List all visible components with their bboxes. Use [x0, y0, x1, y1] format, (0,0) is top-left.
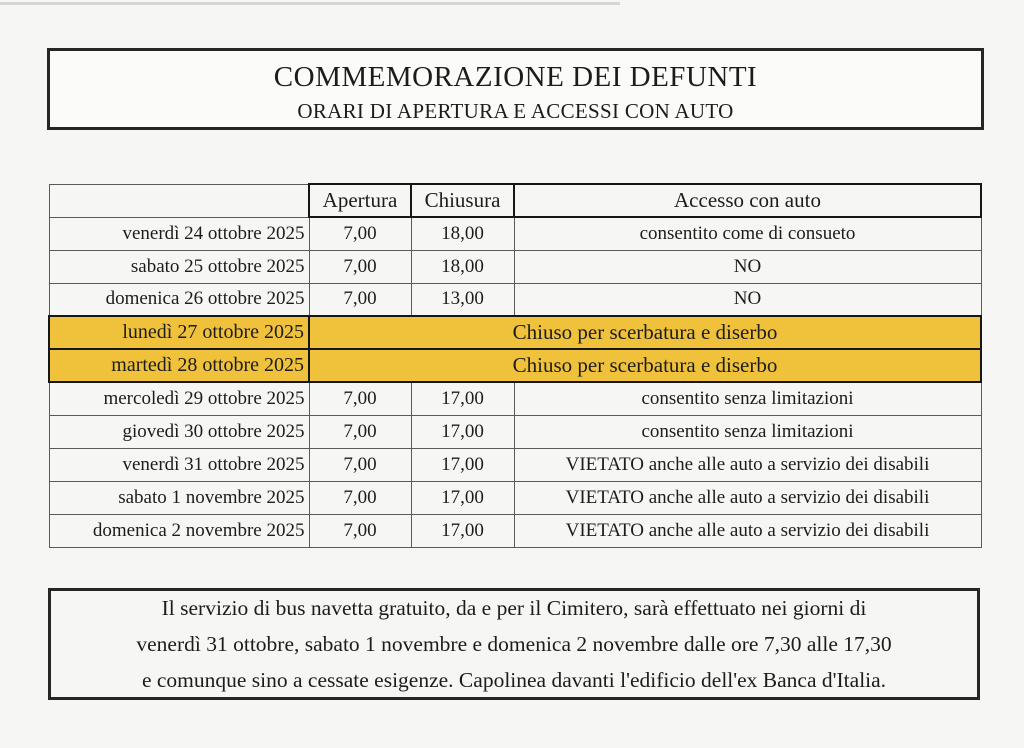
chiusura-cell: 17,00: [411, 481, 514, 514]
apertura-cell: 7,00: [309, 283, 411, 316]
chiusura-cell: 18,00: [411, 217, 514, 250]
date-cell: venerdì 24 ottobre 2025: [49, 217, 309, 250]
table-row: [49, 415, 981, 448]
note-line: venerdì 31 ottobre, sabato 1 novembre e domenica 2 novembre dalle ore 7,30 alle 17,30: [136, 632, 892, 656]
apertura-cell: 7,00: [309, 481, 411, 514]
chiusura-cell: 17,00: [411, 382, 514, 415]
table-row-closed: [49, 349, 981, 382]
note-line: e comunque sino a cessate esigenze. Capolinea davanti l'edificio dell'ex Banca d'Italia.: [141, 668, 887, 692]
chiusura-cell: 18,00: [411, 250, 514, 283]
schedule-table: [48, 183, 982, 548]
header-chiusura: Chiusura: [411, 184, 514, 217]
accesso-cell: consentito senza limitazioni: [514, 382, 981, 415]
empty-header-cell: [49, 184, 309, 217]
table-row: [49, 217, 981, 250]
apertura-cell: 7,00: [309, 217, 411, 250]
table-row: [49, 283, 981, 316]
date-cell: mercoledì 29 ottobre 2025: [49, 382, 309, 415]
chiusura-cell: 17,00: [411, 415, 514, 448]
apertura-cell: 7,00: [309, 250, 411, 283]
accesso-cell: VIETATO anche alle auto a servizio dei disabili: [514, 514, 981, 547]
table-row: [49, 250, 981, 283]
header-accesso: Accesso con auto: [514, 184, 981, 217]
chiusura-cell: 17,00: [411, 514, 514, 547]
date-cell: lunedì 27 ottobre 2025: [49, 316, 309, 349]
date-cell: sabato 1 novembre 2025: [49, 481, 309, 514]
date-cell: giovedì 30 ottobre 2025: [49, 415, 309, 448]
page-title: COMMEMORAZIONE DEI DEFUNTI: [273, 61, 758, 93]
table-row: [49, 382, 981, 415]
table-row: [49, 448, 981, 481]
apertura-cell: 7,00: [309, 382, 411, 415]
table-row-closed: [49, 316, 981, 349]
date-cell: venerdì 31 ottobre 2025: [49, 448, 309, 481]
accesso-cell: consentito senza limitazioni: [514, 415, 981, 448]
accesso-cell: consentito come di consueto: [514, 217, 981, 250]
date-cell: domenica 26 ottobre 2025: [49, 283, 309, 316]
scan-edge-artifact: [0, 2, 620, 5]
apertura-cell: 7,00: [309, 514, 411, 547]
accesso-cell: VIETATO anche alle auto a servizio dei disabili: [514, 481, 981, 514]
shuttle-note-box: [48, 588, 980, 700]
chiusura-cell: 13,00: [411, 283, 514, 316]
title-box: [47, 48, 984, 130]
apertura-cell: 7,00: [309, 448, 411, 481]
closed-notice-cell: Chiuso per scerbatura e diserbo: [309, 316, 981, 349]
note-line: Il servizio di bus navetta gratuito, da e per il Cimitero, sarà effettuato nei giorni di: [161, 596, 867, 620]
date-cell: martedì 28 ottobre 2025: [49, 349, 309, 382]
date-cell: domenica 2 novembre 2025: [49, 514, 309, 547]
header-apertura: Apertura: [309, 184, 411, 217]
date-cell: sabato 25 ottobre 2025: [49, 250, 309, 283]
accesso-cell: VIETATO anche alle auto a servizio dei disabili: [514, 448, 981, 481]
table-row: [49, 481, 981, 514]
chiusura-cell: 17,00: [411, 448, 514, 481]
apertura-cell: 7,00: [309, 415, 411, 448]
page-subtitle: ORARI DI APERTURA E ACCESSI CON AUTO: [297, 99, 734, 123]
accesso-cell: NO: [514, 283, 981, 316]
accesso-cell: NO: [514, 250, 981, 283]
table-row: [49, 514, 981, 547]
closed-notice-cell: Chiuso per scerbatura e diserbo: [309, 349, 981, 382]
table-header-row: [49, 184, 981, 217]
